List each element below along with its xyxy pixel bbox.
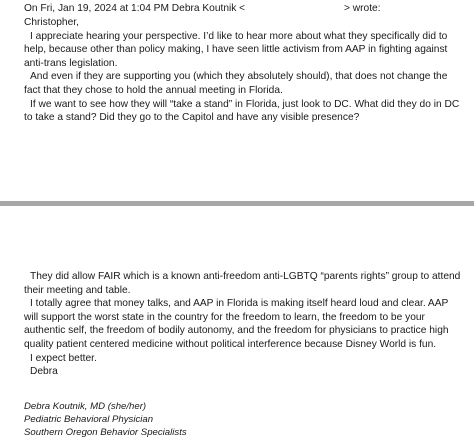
paragraph-fair: They did allow FAIR which is a known anti-freedom anti-LGBTQ “parents rights” group to attend their meeting and table.: [24, 271, 461, 296]
email-body-top: [24, 16, 464, 125]
paragraph-money-talks: I totally agree that money talks, and AAP in Florida is making itself heard loud and clear. AAP will support the worst state in the country for the freedom to learn, the freedom to be your authentic self, the freedom of bodily autonomy, and the freedom for physicians to practice high quality patient centered medicine without political interference because Disney World is fun.: [24, 298, 449, 350]
closing-name: Debra: [30, 366, 58, 378]
paragraph-take-a-stand: If we want to see how they will “take a stand” in Florida, just look to DC. What did they do in DC to take a stand? Did they go to the Capitol and have any visible presence?: [24, 98, 460, 124]
paragraph-expect-better: I expect better.: [30, 352, 97, 364]
signature-title: Pediatric Behavioral Physician: [24, 414, 154, 425]
page-divider: [0, 201, 474, 206]
signature-block: [24, 400, 464, 439]
paragraph-appreciate: I appreciate hearing your perspective. I’d like to hear more about what they specifically did to help, because other than policy making, I have seen little activism from AAP in fighting against anti-trans legislation.: [24, 30, 448, 69]
email-header: [24, 2, 464, 16]
salutation: Christopher,: [24, 17, 79, 28]
signature-name: Debra Koutnik, MD (she/her): [24, 401, 147, 412]
email-header-wrote: > wrote:: [344, 3, 381, 14]
signature-organization: Southern Oregon Behavior Specialists: [24, 427, 187, 438]
email-body-bottom: [24, 270, 464, 379]
email-header-sender: On Fri, Jan 19, 2024 at 1:04 PM Debra Koutnik <: [24, 3, 246, 14]
paragraph-supporting: And even if they are supporting you (which they absolutely should), that does not change the fact that they chose to hold the annual meeting in Florida.: [24, 71, 448, 96]
